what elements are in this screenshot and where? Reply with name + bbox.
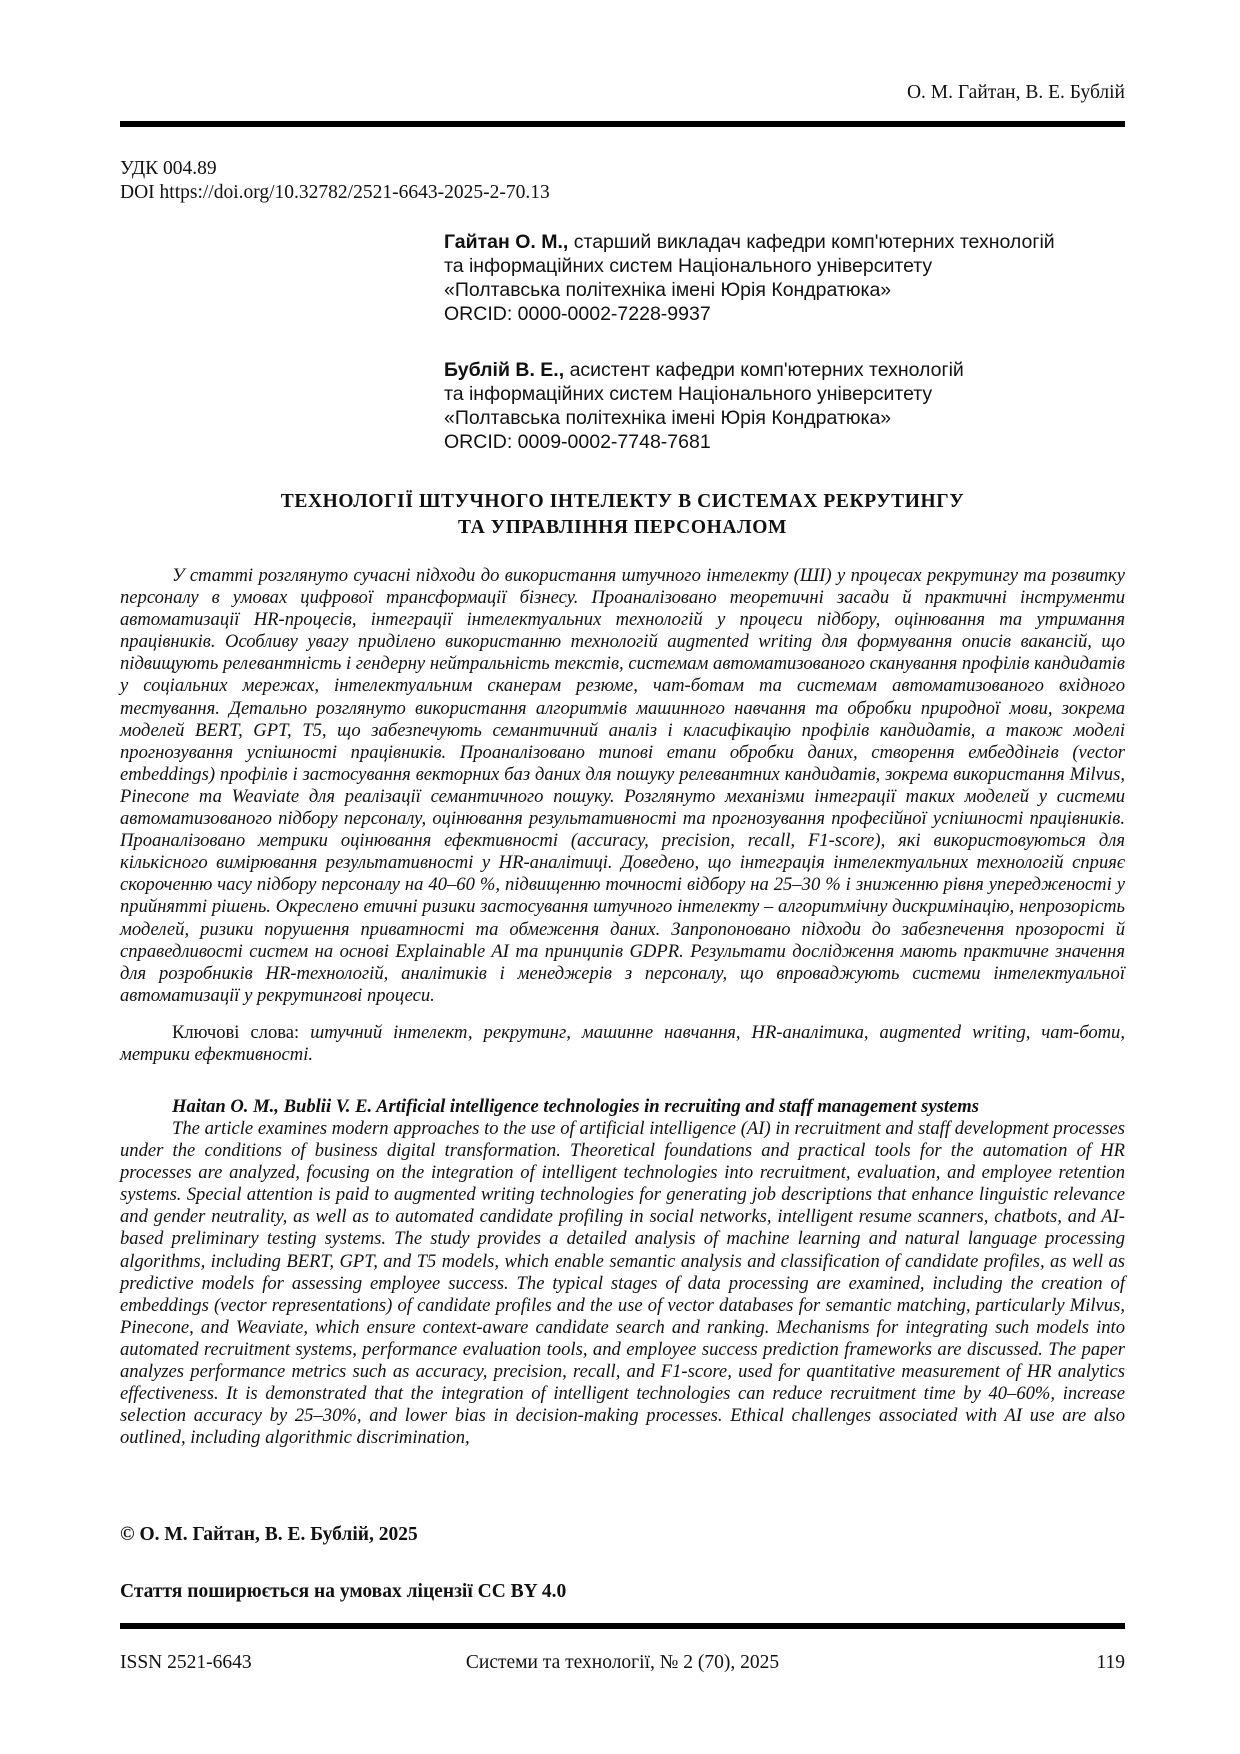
abstract-english: The article examines modern approaches to the use of artificial intelligence (AI) in recruitment and staff development processes under the conditions of business digital transformation. Theoretical foundations and practical tools for the automation of HR processes are analyzed, focusing on the integration of intelligent technologies into recruitment, evaluation, and employee retention systems. Special attention is paid to augmented writing technologies for generating job descriptions that enhance linguistic relevance and gender neutrality, as well as to automated candidate profiling in social networks, intelligent resume scanners, chatbots, and AI-based preliminary testing systems. The study provides a detailed analysis of machine learning and natural language processing algorithms, including BERT, GPT, and T5 models, which enable semantic analysis and classification of candidate profiles, as well as predictive models for assessing employee success. The typical stages of data processing are examined, including the creation of embeddings (vector representations) of candidate profiles and the use of vector databases for semantic matching, particularly Milvus, Pinecone, and Weaviate, which ensure context-aware candidate search and ranking. Mechanisms for integrating such models into automated recruitment systems, performance evaluation tools, and employee success prediction frameworks are discussed. The paper analyzes performance metrics such as accuracy, precision, recall, and F1-score, used for quantitative measurement of HR analytics effectiveness. It is demonstrated that the integration of intelligent technologies can reduce recruitment time by 40–60%, increase selection accuracy by 25–30%, and lower bias in decision-making processes. Ethical challenges associated with AI use are also outlined, including algorithmic discrimination, bbox=[120, 1118, 1125, 1449]
author-block-1 bbox=[444, 230, 1144, 326]
footer-rule bbox=[120, 1623, 1125, 1629]
article-title bbox=[120, 489, 1125, 541]
author-affiliation: та інформаційних систем Національного університету bbox=[444, 255, 933, 277]
author-block-2 bbox=[444, 358, 1144, 454]
running-head: О. М. Гайтан, В. Е. Бублій bbox=[906, 82, 1125, 103]
license-note: Стаття поширюється на умовах ліцензії CC BY 4.0 bbox=[120, 1581, 567, 1602]
title-line: ТЕХНОЛОГІЇ ШТУЧНОГО ІНТЕЛЕКТУ В СИСТЕМАХ РЕКРУТИНГУ bbox=[280, 491, 965, 512]
doi: DOI https://doi.org/10.32782/2521-6643-2025-2-70.13 bbox=[120, 182, 550, 203]
keywords-text: штучний інтелект, рекрутинг, машинне навчання, HR-аналітика, augmented writing, чат-боти, метрики ефективності. bbox=[120, 1022, 1125, 1066]
abstract-ukrainian: У статті розглянуто сучасні підходи до використання штучного інтелекту (ШІ) у процесах рекрутингу та розвитку персоналу в умовах цифрової трансформації бізнесу. Проаналізовано теоретичні засади й практичні інструменти автоматизації HR-процесів, інтеграції інтелектуальних технологій у процеси підбору, оцінювання та утримання працівників. Особливу увагу приділено використанню технологій augmented writing для формування описів вакансій, що підвищують релевантність і гендерну нейтральність текстів, системам автоматизованого сканування профілів кандидатів у соціальних мережах, інтелектуальним сканерам резюме, чат-ботам та системам автоматизованого вхідного тестування. Детально розглянуто використання алгоритмів машинного навчання та обробки природної мови, зокрема моделей BERT, GPT, T5, що забезпечують семантичний аналіз і класифікацію профілів кандидатів, а також моделі прогнозування успішності працівників. Проаналізовано типові етапи обробки даних, створення ембеддінгів (vector embeddings) профілів і застосування векторних баз даних для пошуку релевантних кандидатів, зокрема використання Milvus, Pinecone та Weaviate для реалізації семантичного пошуку. Розглянуто механізми інтеграції таких моделей у системи автоматизованого підбору персоналу, оцінювання результативності та прогнозування професійної успішності працівників. Проаналізовано метрики оцінювання ефективності (accuracy, precision, recall, F1-score), які використовуються для кількісного вимірювання результативності у HR-аналітиці. Доведено, що інтеграція інтелектуальних технологій сприяє скороченню часу підбору персоналу на 40–60 %, підвищенню точності відбору на 25–30 % і зниженню рівня упередженості у прийнятті рішень. Окреслено етичні ризики застосування штучного інтелекту – алгоритмічну дискримінацію, непрозорість моделей, ризики порушення приватності та обмеження даних. Запропоновано підходи до забезпечення прозорості й справедливості систем на основі Explainable AI та принципів GDPR. Результати дослідження мають практичне значення для розробників HR-технологій, аналітиків і менеджерів з персоналу, що впроваджують системи інтелектуальної автоматизації у рекрутингові процеси. bbox=[120, 565, 1125, 1006]
title-line: ТА УПРАВЛІННЯ ПЕРСОНАЛОМ bbox=[458, 517, 787, 538]
copyright: © О. М. Гайтан, В. Е. Бублій, 2025 bbox=[120, 1524, 418, 1545]
author-affiliation: «Полтавська політехніка імені Юрія Кондратюка» bbox=[444, 279, 892, 301]
udk: УДК 004.89 bbox=[120, 158, 217, 179]
page-number: 119 bbox=[1096, 1652, 1125, 1673]
author-name: Гайтан О. М., bbox=[444, 231, 569, 253]
header-rule bbox=[120, 121, 1125, 127]
keywords-label: Ключові слова: bbox=[172, 1022, 300, 1043]
udk-doi-block bbox=[120, 157, 550, 205]
author-name: Бублій В. Е., bbox=[444, 359, 565, 381]
author-affiliation: «Полтавська політехніка імені Юрія Кондратюка» bbox=[444, 407, 892, 429]
english-abstract-heading: Haitan O. M., Bublii V. E. Artificial intelligence technologies in recruiting and staff management systems bbox=[172, 1096, 980, 1117]
author-affiliation: асистент кафедри комп'ютерних технологій bbox=[569, 359, 964, 381]
footer-issn: ISSN 2521-6643 bbox=[120, 1652, 252, 1673]
footer-journal: Системи та технології, № 2 (70), 2025 bbox=[465, 1652, 780, 1673]
author-orcid: ORCID: 0000-0002-7228-9937 bbox=[444, 303, 711, 325]
author-affiliation: та інформаційних систем Національного університету bbox=[444, 383, 933, 405]
author-orcid: ORCID: 0009-0002-7748-7681 bbox=[444, 431, 711, 453]
author-affiliation: старший викладач кафедри комп'ютерних технологій bbox=[573, 231, 1055, 253]
keywords bbox=[120, 1022, 1125, 1066]
